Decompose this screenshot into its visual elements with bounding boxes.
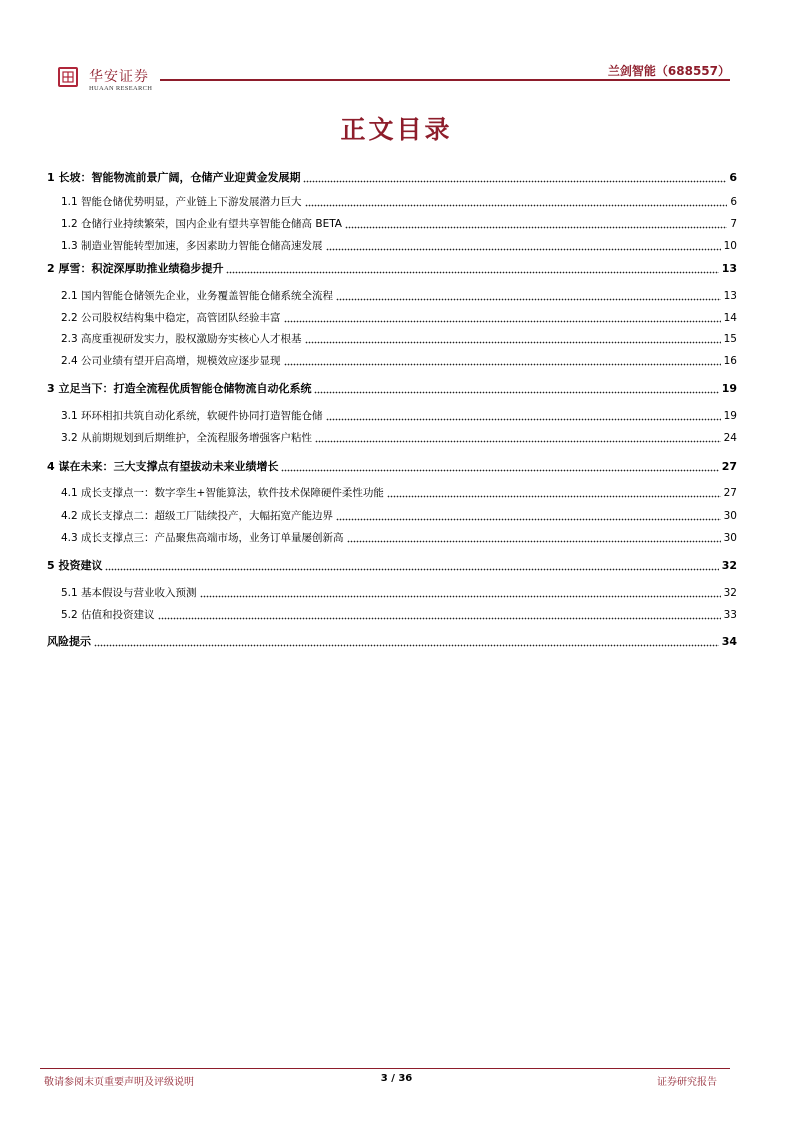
toc-entry[interactable] — [47, 379, 737, 397]
toc-entry-page: 7 — [730, 218, 737, 230]
toc-entry[interactable] — [61, 286, 737, 304]
toc-entry-title: 风险提示 — [47, 635, 91, 648]
toc-entry-title: 3.2 从前期规划到后期维护，全流程服务增强客户粘性 — [61, 432, 313, 444]
toc-entry-page: 24 — [723, 432, 737, 444]
toc-entry-title: 1.2 仓储行业持续繁荣，国内企业有望共享智能仓储高 BETA — [61, 218, 342, 230]
toc-entry-title: 2.4 公司业绩有望开启高增，规模效应逐步显现 — [61, 355, 281, 367]
toc-dot-leader — [226, 271, 718, 274]
toc-entry-title: 2.1 国内智能仓储领先企业，业务覆盖智能仓储系统全流程 — [61, 290, 334, 302]
toc-entry[interactable] — [61, 192, 737, 210]
toc-entry-title: 4.2 成长支撑点二：超级工厂陆续投产，大幅拓宽产能边界 — [61, 510, 334, 522]
toc-entry-page: 30 — [723, 532, 737, 544]
toc-entry[interactable] — [61, 583, 737, 601]
toc-entry[interactable] — [61, 329, 737, 347]
toc-dot-leader — [345, 226, 727, 229]
toc-entry-title: 5 投资建议 — [47, 559, 103, 572]
footer-page-number: 3 / 36 — [380, 1073, 413, 1084]
toc-dot-leader — [158, 617, 721, 620]
toc-dot-leader — [94, 644, 719, 647]
toc-entry[interactable] — [47, 632, 737, 650]
toc-entry-page: 16 — [723, 355, 737, 367]
toc-entry-title: 2 厚雪：积淀深厚助推业绩稳步提升 — [47, 262, 224, 275]
toc-entry[interactable] — [47, 259, 737, 277]
toc-entry[interactable] — [61, 236, 737, 254]
toc-entry-title: 1 长坡：智能物流前景广阔，仓储产业迎黄金发展期 — [47, 171, 301, 184]
footer-disclaimer: 敬请参阅末页重要声明及评级说明 — [44, 1077, 194, 1088]
toc-entry[interactable] — [61, 528, 737, 546]
header-divider — [160, 79, 730, 81]
company-ticker: 兰剑智能（688557） — [607, 64, 730, 78]
toc-entry-page: 32 — [721, 559, 737, 572]
toc-dot-leader — [200, 595, 721, 598]
toc-entry[interactable] — [61, 605, 737, 623]
toc-entry-title: 5.2 估值和投资建议 — [61, 609, 155, 621]
toc-entry-title: 3 立足当下：打造全流程优质智能仓储物流自动化系统 — [47, 382, 312, 395]
toc-dot-leader — [336, 518, 721, 521]
toc-entry[interactable] — [47, 556, 737, 574]
toc-dot-leader — [314, 391, 718, 394]
toc-entry[interactable] — [47, 457, 737, 475]
footer-divider — [40, 1068, 730, 1069]
toc-entry[interactable] — [61, 406, 737, 424]
toc-entry-page: 27 — [721, 460, 737, 473]
toc-dot-leader — [303, 180, 726, 183]
toc-entry-title: 1.3 制造业智能转型加速，多因素助力智能仓储高速发展 — [61, 240, 323, 252]
toc-dot-leader — [305, 341, 721, 344]
toc-dot-leader — [326, 418, 721, 421]
toc-entry-page: 6 — [730, 196, 737, 208]
toc-dot-leader — [387, 495, 721, 498]
toc-entry-title: 5.1 基本假设与营业收入预测 — [61, 587, 197, 599]
toc-entry-page: 15 — [723, 333, 737, 345]
toc-entry-page: 34 — [721, 635, 737, 648]
toc-entry[interactable] — [61, 214, 737, 232]
toc-entry-title: 3.1 环环相扣共筑自动化系统，软硬件协同打造智能仓储 — [61, 410, 323, 422]
toc-entry-title: 1.1 智能仓储优势明显，产业链上下游发展潜力巨大 — [61, 196, 302, 208]
toc-dot-leader — [347, 540, 721, 543]
toc-entry[interactable] — [61, 483, 737, 501]
toc-entry[interactable] — [61, 506, 737, 524]
toc-entry[interactable] — [47, 168, 737, 186]
toc-dot-leader — [281, 469, 718, 472]
toc-entry[interactable] — [61, 428, 737, 446]
toc-entry-page: 13 — [721, 262, 737, 275]
logo-cn-text: 华安证券 — [89, 69, 149, 85]
toc-entry-page: 10 — [723, 240, 737, 252]
toc-entry-page: 32 — [723, 587, 737, 599]
logo-en-text: HUAAN RESEARCH — [89, 85, 153, 92]
page-header — [0, 0, 793, 100]
huaan-logo-icon — [58, 67, 78, 87]
toc-entry-title: 2.3 高度重视研发实力，股权激励夯实核心人才根基 — [61, 333, 302, 345]
toc-entry-page: 6 — [729, 171, 737, 184]
toc-dot-leader — [326, 248, 721, 251]
toc-dot-leader — [336, 298, 721, 301]
toc-entry-page: 14 — [723, 312, 737, 324]
toc-entry-page: 33 — [723, 609, 737, 621]
toc-entry-page: 27 — [723, 487, 737, 499]
toc-dot-leader — [315, 440, 721, 443]
toc-entry-title: 4.3 成长支撑点三：产品聚焦高端市场，业务订单量屡创新高 — [61, 532, 344, 544]
toc-entry[interactable] — [61, 351, 737, 369]
toc-entry-page: 19 — [723, 410, 737, 422]
toc-dot-leader — [305, 204, 728, 207]
toc-dot-leader — [284, 363, 721, 366]
toc-entry-page: 19 — [721, 382, 737, 395]
toc-entry[interactable] — [61, 308, 737, 326]
toc-entry-page: 13 — [723, 290, 737, 302]
toc-entry-title: 4.1 成长支撑点一：数字孪生+智能算法，软件技术保障硬件柔性功能 — [61, 487, 384, 499]
toc-entry-title: 4 谋在未来：三大支撑点有望拔动未来业绩增长 — [47, 460, 279, 473]
toc-entry-page: 30 — [723, 510, 737, 522]
toc-dot-leader — [105, 568, 718, 571]
page-title: 正文目录 — [340, 115, 453, 144]
toc-dot-leader — [284, 320, 721, 323]
toc-entry-title: 2.2 公司股权结构集中稳定，高管团队经验丰富 — [61, 312, 281, 324]
footer-report-type: 证券研究报告 — [657, 1077, 717, 1088]
